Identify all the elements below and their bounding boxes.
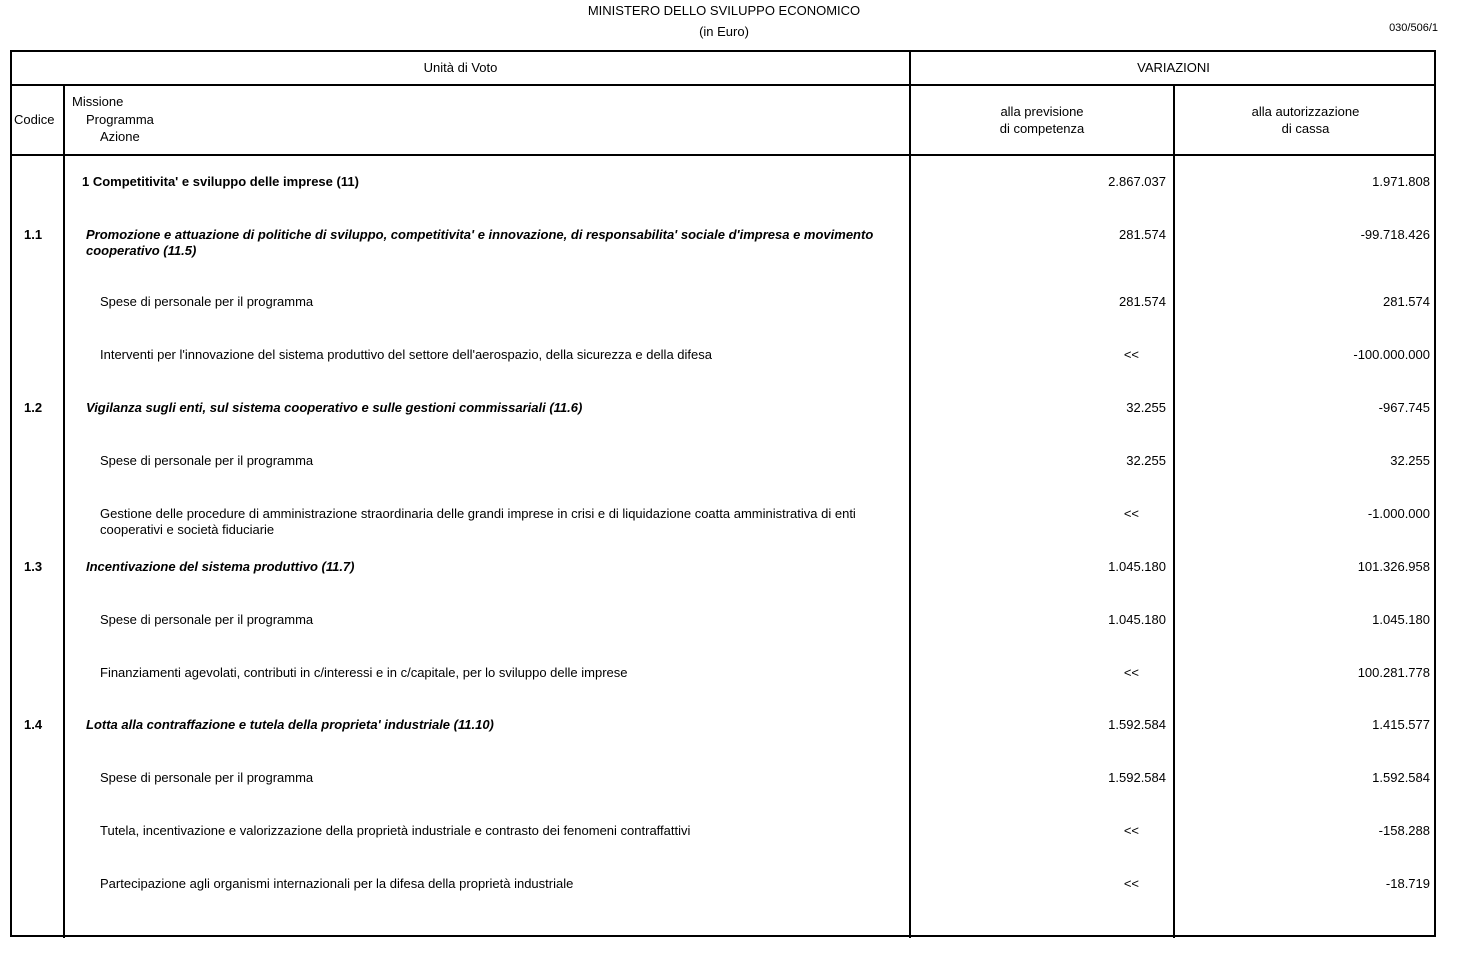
row-cassa: -100.000.000 [1353,347,1430,362]
row-cassa: 1.415.577 [1372,717,1430,732]
table-row [12,174,1436,214]
row-competenza: 32.255 [1126,400,1166,415]
table-row [12,347,1436,387]
row-description: Vigilanza sugli enti, sul sistema cooperativo e sulle gestioni commissariali (11.6) [86,400,583,415]
header-cassa-line1: alla autorizzazione [1251,104,1360,119]
row-cassa: 281.574 [1383,294,1430,309]
row-description: Lotta alla contraffazione e tutela della proprieta' industriale (11.10) [86,717,494,732]
table-row [12,227,1436,267]
row-cassa: -967.745 [1378,400,1430,415]
row-cassa: 100.281.778 [1357,665,1430,680]
row-description: Partecipazione agli organismi internazionali per la difesa della proprietà industriale [100,876,574,891]
header-unita-di-voto: Unità di Voto [423,60,498,75]
row-description: Spese di personale per il programma [100,770,314,785]
row-cassa: 1.592.584 [1372,770,1430,785]
header-autorizzazione-cassa [1175,103,1436,137]
header-variazioni: VARIAZIONI [1137,60,1210,75]
row-competenza: 32.255 [1126,453,1166,468]
row-competenza: 281.574 [1119,227,1166,242]
row-description: Incentivazione del sistema produttivo (11.7) [86,559,355,574]
row-description: Promozione e attuazione di politiche di sviluppo, competitivita' e innovazione, di responsabilita' sociale d'impresa e movimento cooperativo (11.5) [86,227,874,258]
table-row [12,770,1436,810]
row-cassa: -158.288 [1378,823,1430,838]
row-codice: 1.4 [24,717,43,732]
header-programma: Programma [86,111,154,127]
table-row [12,400,1436,440]
row-competenza: 1.592.584 [1108,770,1166,785]
row-competenza: 1.592.584 [1108,717,1166,732]
row-cassa: -18.719 [1385,876,1430,891]
row-codice: 1.3 [24,559,43,574]
row-competenza: << [1123,876,1139,891]
row-cassa: 1.971.808 [1372,174,1430,189]
row-cassa: 1.045.180 [1372,612,1430,627]
row-description: Spese di personale per il programma [100,294,314,309]
header-azione: Azione [100,129,140,144]
body-divider [10,154,1436,156]
table-row [12,453,1436,493]
row-competenza: << [1123,823,1139,838]
row-description: Tutela, incentivazione e valorizzazione della proprietà industriale e contrasto dei fenomeni contraffattivi [100,823,691,838]
table-row [12,294,1436,334]
row-description: Finanziamenti agevolati, contributi in c/interessi e in c/capitale, per lo sviluppo delle imprese [100,665,628,680]
currency-unit: (in Euro) [699,24,749,39]
header-missione: Missione [72,94,124,109]
row-competenza: << [1123,665,1139,680]
row-cassa: -99.718.426 [1360,227,1430,242]
header-divider [10,84,1436,86]
row-cassa: 101.326.958 [1357,559,1430,574]
row-competenza: << [1123,347,1139,362]
page-code: 030/506/1 [1389,22,1438,34]
table-row [12,717,1436,757]
row-competenza: 281.574 [1119,294,1166,309]
table-row [12,506,1436,546]
table-row [12,876,1436,916]
header-codice: Codice [14,112,55,127]
table-row [12,612,1436,652]
row-cassa: -1.000.000 [1367,506,1430,521]
row-description: Spese di personale per il programma [100,453,314,468]
row-competenza: 2.867.037 [1108,174,1166,189]
table-row [12,823,1436,863]
row-description: 1 Competitivita' e sviluppo delle imprese (11) [82,174,359,189]
header-missione-programma-azione [72,93,154,146]
row-competenza: 1.045.180 [1108,612,1166,627]
ministry-title: MINISTERO DELLO SVILUPPO ECONOMICO [587,3,861,18]
header-previsione-competenza [911,103,1173,137]
row-cassa: 32.255 [1390,453,1430,468]
row-description: Gestione delle procedure di amministrazione straordinaria delle grandi imprese in crisi e di liquidazione coatta amministrativa di enti cooperativi e società fiduciarie [100,506,856,537]
table-row [12,665,1436,705]
row-competenza: 1.045.180 [1108,559,1166,574]
row-description: Spese di personale per il programma [100,612,314,627]
header-previsione-line2: di competenza [999,121,1085,136]
table-row [12,559,1436,599]
row-codice: 1.1 [24,227,43,242]
row-competenza: << [1123,506,1139,521]
header-previsione-line1: alla previsione [1000,104,1084,119]
header-cassa-line2: di cassa [1281,121,1330,136]
row-description: Interventi per l'innovazione del sistema produttivo del settore dell'aerospazio, della sicurezza e della difesa [100,347,712,362]
row-codice: 1.2 [24,400,43,415]
